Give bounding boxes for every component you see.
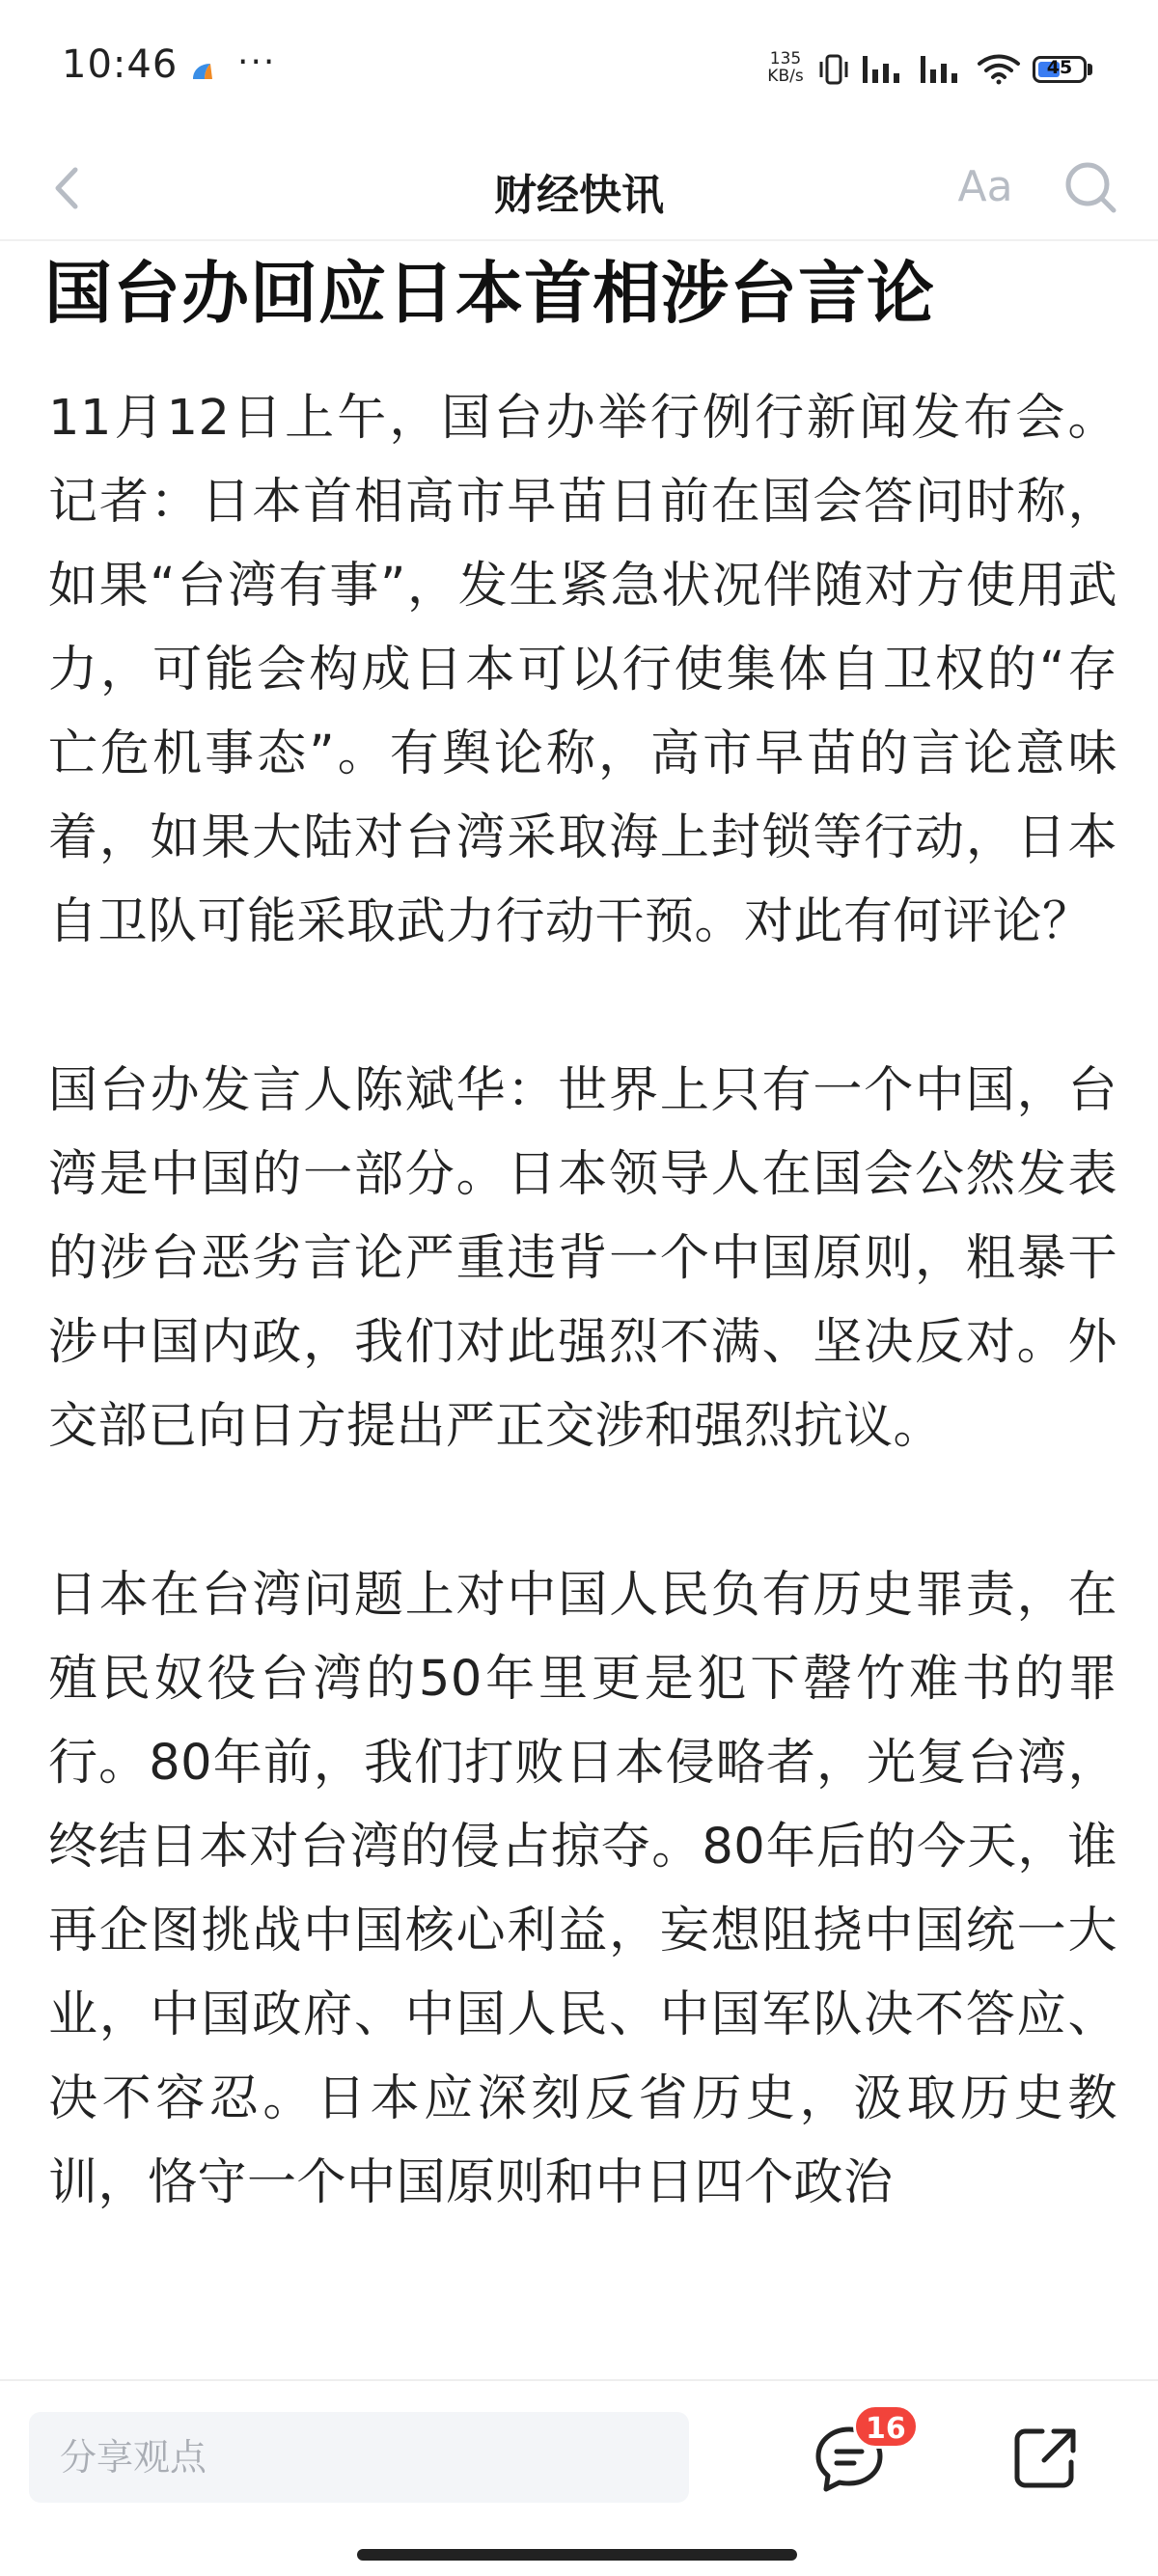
status-bar <box>0 0 1158 135</box>
search-icon <box>1068 165 1114 210</box>
share-button[interactable] <box>1009 2422 1083 2495</box>
vibrate-icon <box>816 54 851 85</box>
network-speed-value: 135 <box>769 49 802 69</box>
comment-input[interactable] <box>29 2412 689 2503</box>
article-paragraph: 11月12日上午，国台办举行例行新闻发布会。记者：日本首相高市早苗日前在国会答问时称，如果“台湾有事”，发生紧急状况伴随对方使用武力，可能会构成日本可以行使集体自卫权的“存亡危机事态”。有舆论称，高市早苗的言论意味着，如果大陆对台湾采取海上封锁等行动，日本自卫队可能采取武力行动干预。对此有何评论？ <box>48 390 1117 950</box>
more-notifications-indicator: ··· <box>237 42 277 82</box>
font-size-button[interactable]: Aa <box>957 162 1013 211</box>
weather-app-icon <box>189 58 216 85</box>
battery-tip <box>1088 64 1092 75</box>
signal-icon <box>861 52 905 85</box>
page-title: 财经快讯 <box>494 171 664 220</box>
bottom-action-bar <box>0 2379 1158 2576</box>
search-button[interactable] <box>1060 156 1121 218</box>
article-title: 国台办回应日本首相涉台言论 <box>44 254 935 333</box>
network-speed-unit: KB/s <box>767 67 804 86</box>
article-paragraph: 国台办发言人陈斌华：世界上只有一个中国，台湾是中国的一部分。日本领导人在国会公然发表的涉台恶劣言论严重违背一个中国原则，粗暴干涉中国内政，我们对此强烈不满、坚决反对。外交部已向日方提出严正交涉和强烈抗议。 <box>48 1062 1117 1455</box>
chevron-left-icon <box>58 170 75 206</box>
wifi-icon <box>977 52 1021 85</box>
comment-count-badge: 16 <box>853 2404 919 2449</box>
status-time: 10:46 <box>62 42 179 87</box>
article[interactable] <box>0 241 1158 2383</box>
network-speed <box>760 50 811 85</box>
home-indicator[interactable] <box>357 2549 797 2561</box>
share-icon <box>1017 2431 1073 2485</box>
battery-icon <box>1033 56 1087 83</box>
article-paragraph: 日本在台湾问题上对中国人民负有历史罪责，在殖民奴役台湾的50年里更是犯下罄竹难书的罪行。80年前，我们打败日本侵略者，光复台湾，终结日本对台湾的侵占掠夺。80年后的今天，谁再企图挑战中国核心利益，妄想阻挠中国统一大业，中国政府、中国人民、中国军队决不答应、决不容忍。日本应深刻反省历史，汲取历史教训，恪守一个中国原则和中日四个政治 <box>48 1567 1117 2211</box>
battery-level-text: 45 <box>1046 57 1073 78</box>
back-button[interactable] <box>39 154 96 222</box>
article-body <box>48 376 1117 2310</box>
signal-icon <box>919 52 963 85</box>
app-header <box>0 135 1158 241</box>
